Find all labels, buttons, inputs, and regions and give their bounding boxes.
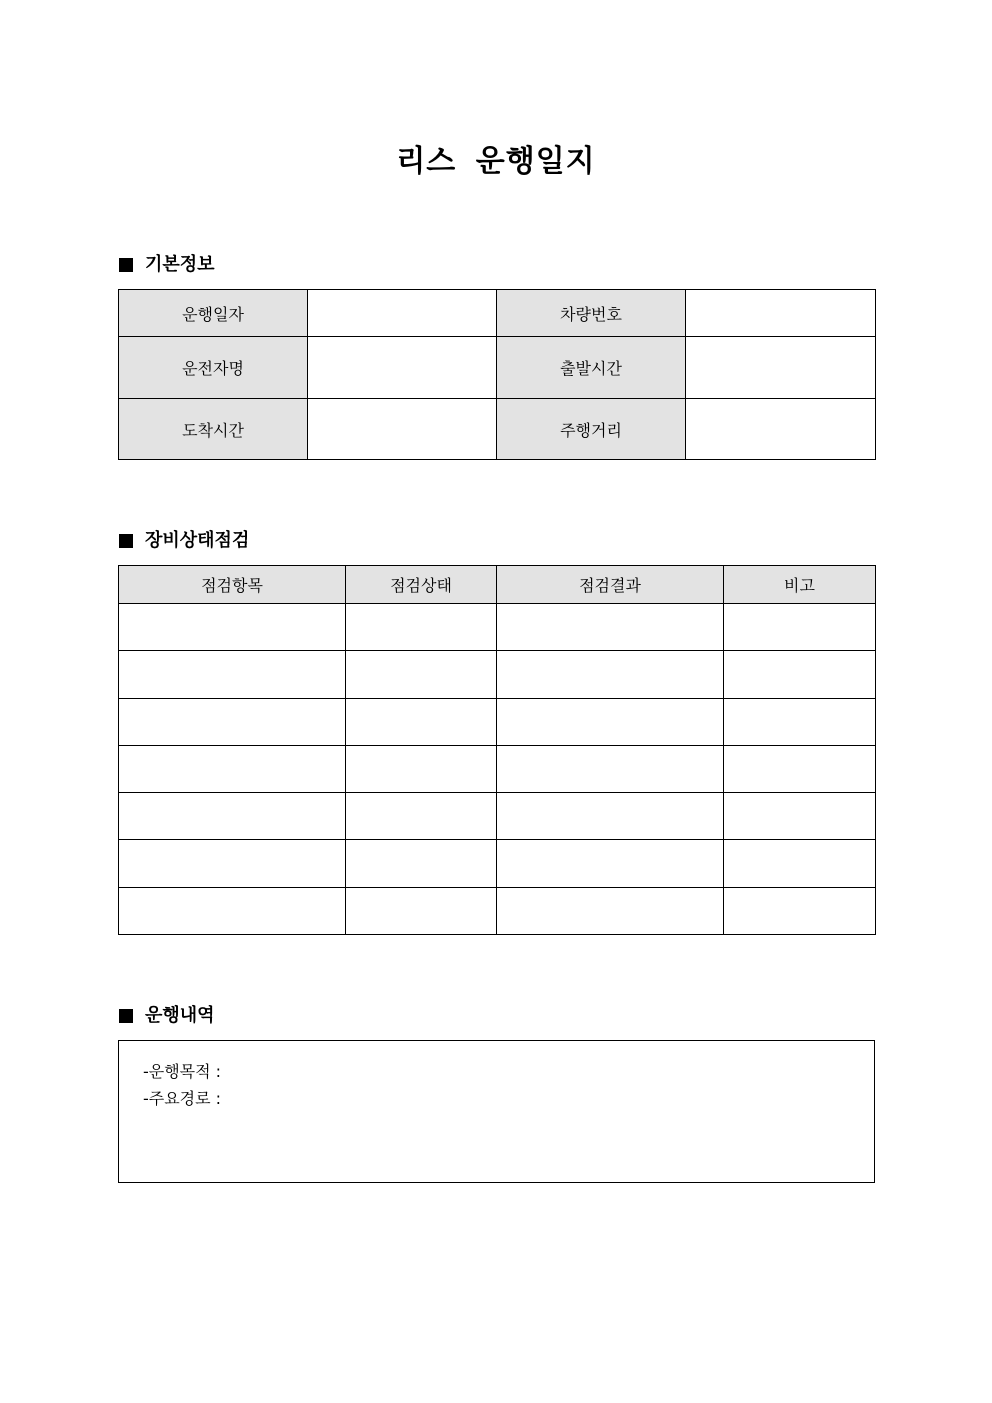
value-cell-drive-date[interactable]	[308, 290, 497, 337]
operation-details-box[interactable]	[118, 1040, 875, 1183]
label-cell: 주행거리	[497, 399, 686, 460]
table-cell[interactable]	[346, 840, 497, 888]
table-cell[interactable]	[724, 793, 876, 840]
table-cell[interactable]	[119, 699, 346, 746]
section-heading-label: 기본정보	[145, 254, 215, 275]
table-cell[interactable]	[119, 793, 346, 840]
table-cell[interactable]	[119, 840, 346, 888]
table-cell[interactable]	[346, 793, 497, 840]
table-cell[interactable]	[497, 840, 724, 888]
table-cell[interactable]	[346, 604, 497, 651]
section-heading-label: 장비상태점검	[145, 530, 250, 551]
section-heading-label: 운행내역	[145, 1005, 215, 1026]
table-cell[interactable]	[497, 888, 724, 935]
column-header: 비고	[724, 566, 876, 604]
table-row	[119, 651, 876, 699]
table-row	[119, 888, 876, 935]
table-row	[119, 290, 876, 337]
table-row	[119, 746, 876, 793]
value-cell-vehicle-number[interactable]	[686, 290, 876, 337]
table-cell[interactable]	[724, 888, 876, 935]
table-cell[interactable]	[724, 604, 876, 651]
table-header-row	[119, 566, 876, 604]
section-heading-operation-details	[119, 1004, 215, 1028]
label-cell: 출발시간	[497, 337, 686, 399]
table-cell[interactable]	[119, 651, 346, 699]
table-cell[interactable]	[497, 699, 724, 746]
table-cell[interactable]	[119, 746, 346, 793]
label-cell: 운행일자	[119, 290, 308, 337]
label-cell: 운전자명	[119, 337, 308, 399]
column-header: 점검상태	[346, 566, 497, 604]
table-cell[interactable]	[724, 840, 876, 888]
table-cell[interactable]	[497, 746, 724, 793]
value-cell-departure-time[interactable]	[686, 337, 876, 399]
route-label: -주요경로 :	[143, 1089, 222, 1108]
label-cell: 차량번호	[497, 290, 686, 337]
square-bullet-icon	[119, 1009, 133, 1023]
column-header: 점검항목	[119, 566, 346, 604]
table-cell[interactable]	[724, 746, 876, 793]
table-row	[119, 699, 876, 746]
table-cell[interactable]	[724, 699, 876, 746]
value-cell-mileage[interactable]	[686, 399, 876, 460]
table-cell[interactable]	[497, 651, 724, 699]
table-cell[interactable]	[346, 699, 497, 746]
table-cell[interactable]	[119, 604, 346, 651]
table-row	[119, 840, 876, 888]
table-cell[interactable]	[724, 651, 876, 699]
basic-info-table	[118, 289, 876, 460]
square-bullet-icon	[119, 534, 133, 548]
table-cell[interactable]	[119, 888, 346, 935]
table-cell[interactable]	[346, 651, 497, 699]
table-row	[119, 793, 876, 840]
section-heading-basic-info	[119, 253, 215, 277]
section-heading-equipment-check	[119, 529, 249, 553]
table-row	[119, 337, 876, 399]
table-row	[119, 604, 876, 651]
equipment-check-table	[118, 565, 876, 935]
document-title: 리스 운행일지	[396, 144, 596, 179]
table-cell[interactable]	[346, 888, 497, 935]
label-cell: 도착시간	[119, 399, 308, 460]
table-cell[interactable]	[497, 793, 724, 840]
square-bullet-icon	[119, 258, 133, 272]
column-header: 점검결과	[497, 566, 724, 604]
purpose-label: -운행목적 :	[143, 1062, 222, 1081]
table-cell[interactable]	[497, 604, 724, 651]
value-cell-arrival-time[interactable]	[308, 399, 497, 460]
table-row	[119, 399, 876, 460]
value-cell-driver-name[interactable]	[308, 337, 497, 399]
table-cell[interactable]	[346, 746, 497, 793]
